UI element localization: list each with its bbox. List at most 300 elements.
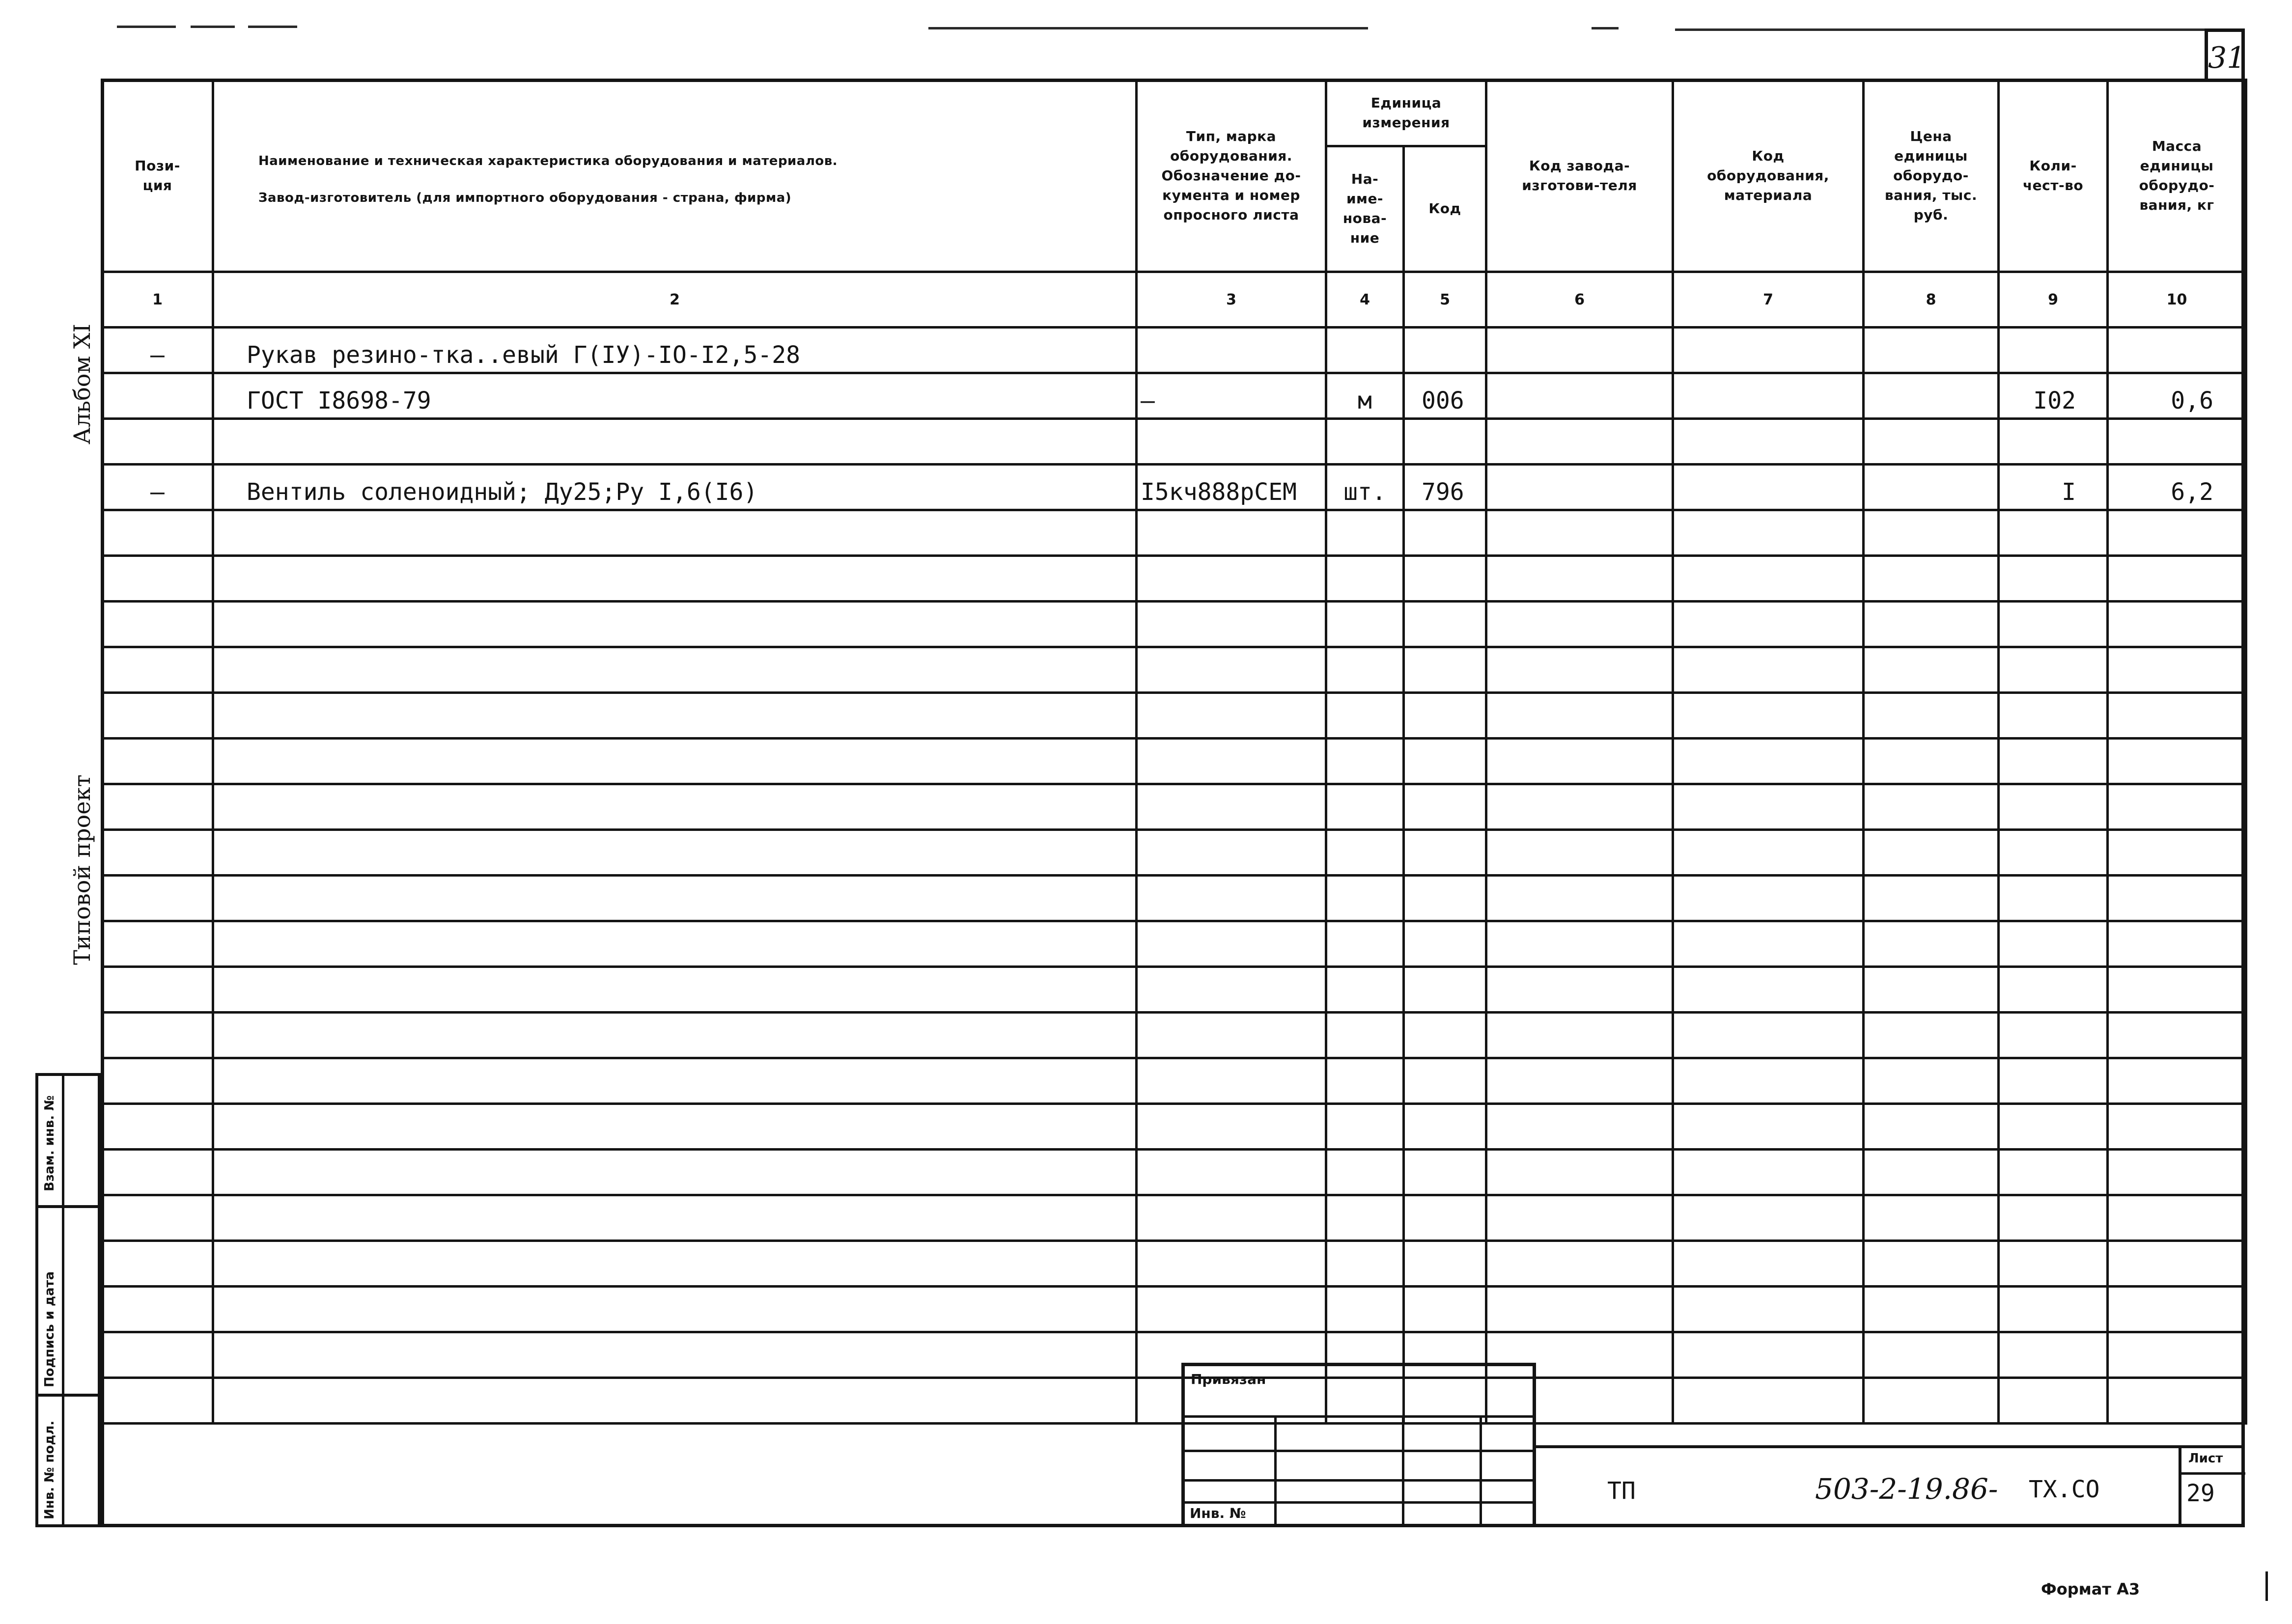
table-cell-f [1486, 739, 1673, 784]
table-cell-code [1404, 1195, 1486, 1241]
col-number: 1 [102, 272, 213, 328]
table-cell-f [1486, 830, 1673, 876]
header-quantity: Коли-чест-во [1999, 80, 2108, 272]
top-dash [191, 26, 235, 28]
table-cell-p [1864, 1332, 1999, 1378]
table-cell-pos [102, 1150, 213, 1195]
table-cell-name [213, 921, 1137, 967]
col-number: 9 [1999, 272, 2108, 328]
table-row [102, 1241, 2246, 1287]
table-cell-f [1486, 1150, 1673, 1195]
table-cell-type [1137, 1058, 1326, 1104]
table-cell-mass [2108, 602, 2246, 647]
format-label: Формат А3 [2041, 1580, 2140, 1598]
table-cell-name [213, 1195, 1137, 1241]
table-cell-p [1864, 556, 1999, 602]
col-number: 7 [1673, 272, 1864, 328]
table-cell-mass [2108, 967, 2246, 1013]
table-cell-code [1404, 967, 1486, 1013]
table-cell-pos [102, 830, 213, 876]
table-cell-code [1404, 1287, 1486, 1332]
table-cell-qty [1999, 1195, 2108, 1241]
header-factory-code: Код завода-изготови-теля [1486, 80, 1673, 272]
table-cell-type [1137, 739, 1326, 784]
table-cell-unit [1326, 419, 1404, 465]
table-cell-qty [1999, 1058, 2108, 1104]
table-cell-unit [1326, 1104, 1404, 1150]
table-cell-qty [1999, 510, 2108, 556]
table-row [102, 739, 2246, 784]
table-row [102, 1195, 2246, 1241]
col-number: 6 [1486, 272, 1673, 328]
project-label: Типовой проект [69, 774, 95, 965]
table-cell-e [1673, 647, 1864, 693]
table-cell-name [213, 830, 1137, 876]
top-dash [928, 27, 1368, 29]
table-cell-e [1673, 1013, 1864, 1058]
table-cell-type [1137, 556, 1326, 602]
table-cell-p [1864, 510, 1999, 556]
table-body [102, 328, 2246, 1424]
table-row [102, 328, 2246, 373]
table-cell-mass [2108, 1150, 2246, 1195]
table-row [102, 1150, 2246, 1195]
header-type: Тип, марка оборудования. Обозначение до-кумента и номер опросного листа [1137, 80, 1326, 272]
table-cell-e [1673, 510, 1864, 556]
table-cell-pos [102, 373, 213, 419]
table-cell-name: Рукав резино-тка..евый Г(IУ)-IО-I2,5-28 [213, 328, 1137, 373]
top-dash [1675, 28, 2206, 31]
table-cell-p [1864, 1150, 1999, 1195]
table-cell-mass [2108, 1013, 2246, 1058]
stamp-replacement [35, 1073, 101, 1208]
table-cell-f [1486, 602, 1673, 647]
header-name-line1: Наименование и техническая характеристика оборудования и материалов. [258, 154, 838, 168]
table-cell-pos: – [102, 328, 213, 373]
stamp-signature [35, 1205, 101, 1397]
table-cell-f [1486, 1104, 1673, 1150]
table-cell-type [1137, 784, 1326, 830]
document-number: 503-2-19.86- [1815, 1472, 1998, 1506]
sheet-label: Лист [2188, 1451, 2223, 1466]
table-cell-f [1486, 510, 1673, 556]
table-cell-p [1864, 693, 1999, 739]
table-cell-p [1864, 1058, 1999, 1104]
table-cell-name [213, 1058, 1137, 1104]
table-cell-f [1486, 556, 1673, 602]
table-cell-type: – [1137, 373, 1326, 419]
table-cell-mass [2108, 1287, 2246, 1332]
table-cell-unit [1326, 921, 1404, 967]
table-cell-f [1486, 1241, 1673, 1287]
table-cell-pos: – [102, 465, 213, 510]
table-cell-type [1137, 510, 1326, 556]
table-cell-name [213, 602, 1137, 647]
table-cell-p [1864, 419, 1999, 465]
table-cell-unit [1326, 739, 1404, 784]
top-dash [248, 26, 297, 28]
table-cell-e [1673, 1241, 1864, 1287]
table-cell-e [1673, 556, 1864, 602]
table-cell-code [1404, 647, 1486, 693]
table-cell-pos [102, 921, 213, 967]
table-cell-mass [2108, 1378, 2246, 1424]
table-cell-p [1864, 465, 1999, 510]
table-cell-code [1404, 328, 1486, 373]
table-cell-e [1673, 1195, 1864, 1241]
table-row [102, 465, 2246, 510]
table-cell-name [213, 1150, 1137, 1195]
table-cell-code [1404, 1150, 1486, 1195]
table-cell-pos [102, 510, 213, 556]
table-cell-qty [1999, 1332, 2108, 1378]
table-cell-name [213, 419, 1137, 465]
table-cell-mass: 6,2 [2108, 465, 2246, 510]
table-cell-qty [1999, 419, 2108, 465]
header-mass: Масса единицы оборудо-вания, кг [2108, 80, 2246, 272]
stamp-inventory: Инв. № подл. [35, 1394, 101, 1527]
table-cell-p [1864, 739, 1999, 784]
table-cell-unit [1326, 830, 1404, 876]
table-cell-mass [2108, 1058, 2246, 1104]
table-cell-qty [1999, 693, 2108, 739]
table-cell-p [1864, 602, 1999, 647]
table-cell-unit [1326, 1150, 1404, 1195]
table-cell-name [213, 510, 1137, 556]
table-row [102, 1013, 2246, 1058]
table-cell-f [1486, 693, 1673, 739]
table-cell-qty [1999, 1013, 2108, 1058]
table-cell-type [1137, 921, 1326, 967]
table-cell-qty [1999, 1104, 2108, 1150]
table-cell-name [213, 739, 1137, 784]
table-cell-mass: 0,6 [2108, 373, 2246, 419]
table-cell-p [1864, 373, 1999, 419]
table-cell-qty: I02 [1999, 373, 2108, 419]
table-cell-mass [2108, 1241, 2246, 1287]
table-cell-type [1137, 1104, 1326, 1150]
table-cell-qty [1999, 739, 2108, 784]
table-cell-f [1486, 419, 1673, 465]
table-cell-code [1404, 1104, 1486, 1150]
table-cell-e [1673, 1150, 1864, 1195]
col-number: 4 [1326, 272, 1404, 328]
table-cell-type [1137, 1241, 1326, 1287]
table-cell-p [1864, 921, 1999, 967]
table-cell-p [1864, 1195, 1999, 1241]
table-cell-code [1404, 419, 1486, 465]
table-cell-p [1864, 876, 1999, 921]
table-row [102, 1104, 2246, 1150]
table-cell-code: 006 [1404, 373, 1486, 419]
table-cell-qty [1999, 556, 2108, 602]
table-cell-unit [1326, 510, 1404, 556]
table-cell-unit [1326, 967, 1404, 1013]
table-row [102, 556, 2246, 602]
table-cell-qty [1999, 1378, 2108, 1424]
table-cell-code [1404, 739, 1486, 784]
table-row [102, 647, 2246, 693]
title-block-line [1536, 1445, 2245, 1448]
table-cell-f [1486, 373, 1673, 419]
table-cell-p [1864, 784, 1999, 830]
table-cell-pos [102, 647, 213, 693]
table-cell-pos [102, 419, 213, 465]
table-cell-mass [2108, 784, 2246, 830]
table-cell-pos [102, 739, 213, 784]
table-cell-pos [102, 967, 213, 1013]
table-cell-p [1864, 328, 1999, 373]
table-cell-code [1404, 510, 1486, 556]
table-cell-name [213, 556, 1137, 602]
table-cell-qty [1999, 921, 2108, 967]
privyazan-label: Привязан [1191, 1371, 1266, 1387]
table-cell-mass [2108, 739, 2246, 784]
table-cell-e [1673, 1332, 1864, 1378]
table-cell-e [1673, 465, 1864, 510]
table-cell-qty [1999, 602, 2108, 647]
table-row [102, 876, 2246, 921]
table-cell-f [1486, 1195, 1673, 1241]
top-dash [1592, 27, 1619, 29]
table-cell-e [1673, 921, 1864, 967]
edge-mark [2265, 1571, 2268, 1601]
col-number: 8 [1864, 272, 1999, 328]
specification-table [101, 79, 2247, 1425]
table-cell-unit [1326, 876, 1404, 921]
grid-line [2181, 1472, 2245, 1475]
table-cell-qty [1999, 328, 2108, 373]
corner-sheet-number [2205, 28, 2245, 82]
col-number: 3 [1137, 272, 1326, 328]
table-cell-pos [102, 784, 213, 830]
table-cell-name [213, 967, 1137, 1013]
table-cell-unit [1326, 1013, 1404, 1058]
table-cell-name [213, 1332, 1137, 1378]
table-cell-code [1404, 556, 1486, 602]
grid-line [1480, 1415, 1482, 1527]
header-name [213, 80, 1137, 272]
privyazan-block [1181, 1363, 1536, 1527]
table-row [102, 419, 2246, 465]
table-cell-p [1864, 1378, 1999, 1424]
table-cell-e [1673, 419, 1864, 465]
inv-no-label: Инв. № [1190, 1505, 1246, 1521]
table-row [102, 510, 2246, 556]
table-cell-code [1404, 1013, 1486, 1058]
table-cell-name [213, 1013, 1137, 1058]
tp-label: ТП [1607, 1477, 1636, 1505]
table-cell-f [1486, 876, 1673, 921]
table-cell-type [1137, 1287, 1326, 1332]
table-cell-e [1673, 876, 1864, 921]
table-cell-mass [2108, 693, 2246, 739]
table-cell-f [1486, 967, 1673, 1013]
table-cell-unit [1326, 1058, 1404, 1104]
table-cell-name: Вентиль соленоидный; Ду25;Ру I,6(I6) [213, 465, 1137, 510]
table-cell-f [1486, 465, 1673, 510]
table-cell-e [1673, 1287, 1864, 1332]
table-row [102, 830, 2246, 876]
table-row [102, 373, 2246, 419]
table-cell-qty [1999, 1287, 2108, 1332]
table-cell-pos [102, 876, 213, 921]
table-row [102, 1378, 2246, 1424]
header-unit: Единица измерения [1326, 80, 1486, 146]
table-cell-mass [2108, 876, 2246, 921]
header-name-line2: Завод-изготовитель (для импортного оборудования - страна, фирма) [258, 191, 792, 205]
table-cell-unit [1326, 556, 1404, 602]
table-row [102, 784, 2246, 830]
table-cell-code [1404, 1058, 1486, 1104]
album-label: Альбом XI [69, 324, 95, 444]
table-cell-e [1673, 739, 1864, 784]
table-cell-pos [102, 1287, 213, 1332]
table-cell-code [1404, 876, 1486, 921]
table-cell-qty [1999, 1150, 2108, 1195]
table-cell-pos [102, 1332, 213, 1378]
header-position: Пози- ция [102, 80, 213, 272]
table-cell-unit [1326, 328, 1404, 373]
table-cell-name [213, 1287, 1137, 1332]
table-cell-f [1486, 1013, 1673, 1058]
header-price: Цена единицы оборудо-вания, тыс. руб. [1864, 80, 1999, 272]
table-cell-name [213, 693, 1137, 739]
table-cell-mass [2108, 1104, 2246, 1150]
document-suffix: ТХ.СО [2029, 1476, 2100, 1503]
table-cell-qty [1999, 876, 2108, 921]
table-cell-pos [102, 1195, 213, 1241]
table-row [102, 967, 2246, 1013]
table-cell-name [213, 647, 1137, 693]
table-cell-pos [102, 1378, 213, 1424]
table-row [102, 1058, 2246, 1104]
table-cell-qty [1999, 967, 2108, 1013]
table-cell-f [1486, 1287, 1673, 1332]
table-cell-code [1404, 1241, 1486, 1287]
table-cell-p [1864, 647, 1999, 693]
table-cell-pos [102, 1241, 213, 1287]
table-cell-f [1486, 784, 1673, 830]
stamp-label: Подпись и дата [42, 1271, 57, 1387]
table-cell-unit [1326, 1287, 1404, 1332]
table-cell-e [1673, 602, 1864, 647]
header-unit-name: На-име-нова-ние [1326, 146, 1404, 272]
table-cell-code [1404, 602, 1486, 647]
table-row [102, 1332, 2246, 1378]
table-row [102, 1287, 2246, 1332]
table-cell-mass [2108, 647, 2246, 693]
table-cell-type [1137, 647, 1326, 693]
table-cell-pos [102, 1058, 213, 1104]
table-cell-pos [102, 1104, 213, 1150]
col-number: 2 [213, 272, 1137, 328]
table-cell-f [1486, 921, 1673, 967]
table-cell-e [1673, 967, 1864, 1013]
table-cell-p [1864, 967, 1999, 1013]
column-number-row [102, 272, 2246, 328]
table-cell-qty [1999, 784, 2108, 830]
table-cell-type [1137, 693, 1326, 739]
table-cell-name [213, 1104, 1137, 1150]
table-cell-code [1404, 784, 1486, 830]
table-cell-type [1137, 419, 1326, 465]
table-cell-code [1404, 921, 1486, 967]
table-cell-name [213, 876, 1137, 921]
sheet-number: 29 [2186, 1480, 2215, 1507]
corner-sheet-number-text: 31 [2208, 41, 2246, 75]
stamp-label: Взам. инв. № [42, 1095, 57, 1191]
table-cell-qty: I [1999, 465, 2108, 510]
table-cell-name [213, 1378, 1137, 1424]
table-cell-name [213, 784, 1137, 830]
table-cell-pos [102, 693, 213, 739]
grid-line [1402, 1415, 1404, 1527]
table-cell-f [1486, 647, 1673, 693]
table-cell-mass [2108, 1332, 2246, 1378]
table-cell-f [1486, 1058, 1673, 1104]
table-cell-qty [1999, 647, 2108, 693]
table-cell-type [1137, 876, 1326, 921]
table-cell-unit [1326, 602, 1404, 647]
table-cell-type: I5кч888рСЕМ [1137, 465, 1326, 510]
table-cell-mass [2108, 510, 2246, 556]
table-cell-unit [1326, 1195, 1404, 1241]
table-cell-unit [1326, 784, 1404, 830]
table-cell-qty [1999, 1241, 2108, 1287]
col-number: 10 [2108, 272, 2246, 328]
table-cell-name [213, 1241, 1137, 1287]
table-cell-qty [1999, 830, 2108, 876]
table-cell-type [1137, 602, 1326, 647]
table-cell-type [1137, 328, 1326, 373]
grid-line [1274, 1415, 1277, 1527]
table-cell-type [1137, 1150, 1326, 1195]
table-cell-type [1137, 1195, 1326, 1241]
table-cell-code [1404, 830, 1486, 876]
table-cell-code: 796 [1404, 465, 1486, 510]
header-equipment-code: Код оборудования, материала [1673, 80, 1864, 272]
table-cell-unit [1326, 1241, 1404, 1287]
col-number: 5 [1404, 272, 1486, 328]
table-cell-mass [2108, 921, 2246, 967]
table-cell-type [1137, 830, 1326, 876]
table-cell-pos [102, 602, 213, 647]
table-cell-unit [1326, 647, 1404, 693]
table-row [102, 602, 2246, 647]
table-cell-e [1673, 784, 1864, 830]
table-cell-e [1673, 693, 1864, 739]
table-cell-p [1864, 830, 1999, 876]
table-row [102, 693, 2246, 739]
table-row [102, 921, 2246, 967]
table-cell-unit [1326, 693, 1404, 739]
table-cell-f [1486, 328, 1673, 373]
table-cell-mass [2108, 1195, 2246, 1241]
table-cell-e [1673, 1104, 1864, 1150]
top-dash [117, 26, 176, 28]
table-cell-code [1404, 693, 1486, 739]
table-cell-p [1864, 1104, 1999, 1150]
table-cell-type [1137, 1013, 1326, 1058]
table-cell-name: ГОСТ I8698-79 [213, 373, 1137, 419]
table-cell-mass [2108, 556, 2246, 602]
table-cell-mass [2108, 328, 2246, 373]
header-unit-code: Код [1404, 146, 1486, 272]
table-cell-unit: м [1326, 373, 1404, 419]
table-cell-e [1673, 1058, 1864, 1104]
table-cell-pos [102, 1013, 213, 1058]
